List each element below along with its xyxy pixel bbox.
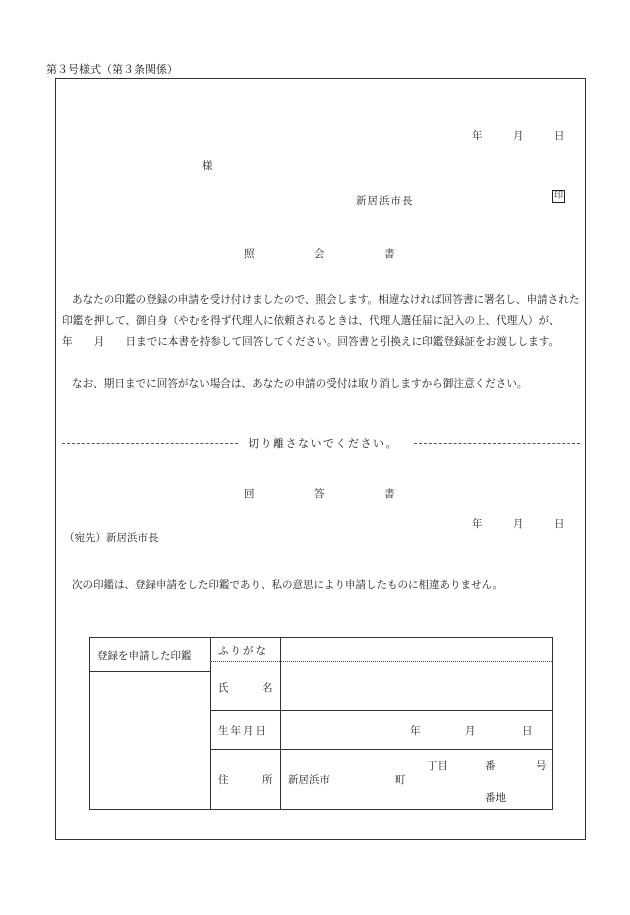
seal-mark-icon: 印 (553, 191, 563, 201)
table-hline-birth (210, 749, 552, 750)
inquiry-title-char-3: 書 (384, 248, 395, 260)
sender-name: 新居浜市長 (356, 195, 414, 207)
header-date-year: 年 (472, 130, 483, 142)
reply-date-year: 年 (472, 518, 483, 530)
header-date-day: 日 (554, 130, 565, 142)
table-hline-name (210, 710, 552, 711)
address-go-unit: 号 (536, 760, 547, 772)
table-vline-2 (280, 638, 281, 809)
table-furigana-dotted-line (210, 661, 552, 662)
reply-date-month: 月 (513, 518, 524, 530)
registration-table (89, 637, 553, 810)
form-number: 第３号様式（第３条関係） (46, 63, 178, 76)
address-town-unit: 町 (395, 774, 406, 786)
reply-addressee: （宛先）新居浜市長 (64, 532, 159, 544)
birth-day-unit: 日 (522, 725, 533, 737)
address-label-char-1: 住 (218, 774, 229, 786)
reply-statement: 次の印鑑は、登録申請をした印鑑であり、私の意思により申請したものに相違ありません。 (72, 579, 504, 591)
address-banchi-unit: 番地 (485, 792, 506, 804)
inquiry-body-paragraph-1: あなたの印鑑の登録の申請を受け付けましたので、照会します。相違なければ回答書に署名し、申請された印鑑を押して、御自身（やむを得ず代理人に依頼されるときは、代理人選任届に記入の上、代理人）が、 年 月 日までに本書を持参して回答してください。回答書と引換えに印鑑登録証をお渡しします。 (62, 294, 580, 348)
name-label-char-2: 名 (262, 682, 273, 694)
address-city: 新居浜市 (288, 774, 330, 786)
table-seal-header-line (90, 671, 210, 672)
furigana-label: ふりがな (218, 645, 268, 657)
cut-line-dash-left (62, 443, 238, 444)
reply-title-char-2: 答 (314, 488, 325, 500)
address-chome-unit: 丁目 (427, 760, 448, 772)
inquiry-title-char-1: 照 (244, 248, 255, 260)
reply-title-char-1: 回 (244, 488, 255, 500)
seal-column-header: 登録を申請した印鑑 (97, 650, 192, 662)
reply-title-char-3: 書 (384, 488, 395, 500)
name-label-char-1: 氏 (218, 682, 229, 694)
inquiry-title-char-2: 会 (314, 248, 325, 260)
birthdate-label: 生年月日 (218, 725, 268, 737)
header-date-month: 月 (513, 130, 524, 142)
cut-line-dash-right (414, 443, 580, 444)
cut-line-label: 切り離さないでください。 (248, 437, 398, 450)
birth-year-unit: 年 (410, 725, 421, 737)
address-label-char-2: 所 (262, 774, 273, 786)
address-ban-unit: 番 (485, 760, 496, 772)
reply-date-day: 日 (554, 518, 565, 530)
addressee-suffix: 様 (202, 160, 213, 172)
cut-line (62, 432, 580, 456)
table-vline-1 (210, 638, 211, 809)
birth-month-unit: 月 (465, 725, 476, 737)
inquiry-body-paragraph-2: なお、期日までに回答がない場合は、あなたの申請の受付は取り消しますから御注意ください。 (72, 378, 528, 390)
